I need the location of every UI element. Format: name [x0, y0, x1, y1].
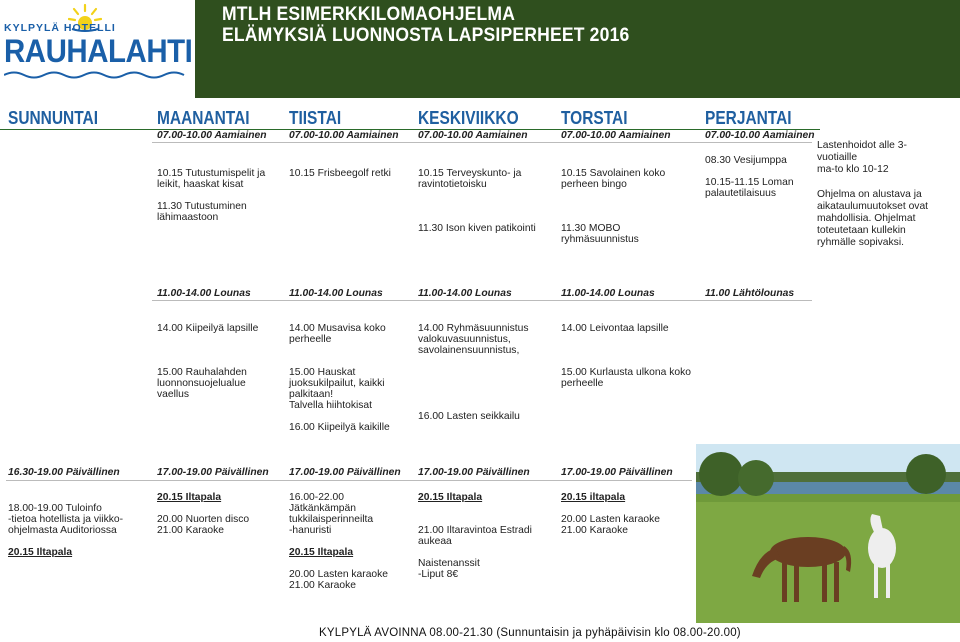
breakfast-tuesday: 07.00-10.00 Aamiainen: [289, 130, 399, 141]
horses-lake-photo: [696, 444, 960, 624]
lunch-rule: [152, 300, 812, 301]
logo-top-text: KYLPYLÄ HOTELLI: [4, 22, 116, 34]
day-sunday: SUNNUNTAI: [8, 108, 99, 128]
breakfast-rule: [152, 142, 812, 143]
day-thursday: TORSTAI: [561, 108, 628, 128]
hotel-logo: [0, 0, 195, 98]
program-note: Lastenhoidot alle 3- vuotiaille ma-to klo 10-12 Ohjelma on alustava ja aikataulumuutokset ovat mahdollisia. Ohjelmat toteutetaan kullekin ryhmälle sopivaksi.: [817, 140, 929, 248]
waves-icon: [4, 70, 192, 80]
lunch-thursday: 11.00-14.00 Lounas: [561, 288, 655, 299]
title-line-1: MTLH ESIMERKKILOMAOHJELMA: [222, 3, 516, 25]
lunch-friday: 11.00 Lähtölounas: [705, 288, 795, 299]
breakfast-wednesday: 07.00-10.00 Aamiainen: [418, 130, 528, 141]
day-headers: [0, 108, 960, 130]
breakfast-thursday: 07.00-10.00 Aamiainen: [561, 130, 671, 141]
dinner-wednesday: 17.00-19.00 Päivällinen: [418, 467, 530, 478]
title-line-2: ELÄMYKSIÄ LUONNOSTA LAPSIPERHEET 2016: [222, 24, 630, 46]
dinner-thursday: 17.00-19.00 Päivällinen: [561, 467, 673, 478]
day-monday: MAANANTAI: [157, 108, 250, 128]
footer-text: KYLPYLÄ AVOINNA 08.00-21.30 (Sunnuntaisin ja pyhäpäivisin klo 08.00-20.00): [319, 627, 741, 639]
logo-main-text: RAUHALAHTI: [4, 33, 193, 69]
day-wednesday: KESKIVIIKKO: [418, 108, 519, 128]
breakfast-monday: 07.00-10.00 Aamiainen: [157, 130, 267, 141]
dinner-monday: 17.00-19.00 Päivällinen: [157, 467, 269, 478]
day-tuesday: TIISTAI: [289, 108, 342, 128]
dinner-rule: [6, 480, 692, 481]
lunch-wednesday: 11.00-14.00 Lounas: [418, 288, 512, 299]
day-friday: PERJANTAI: [705, 108, 792, 128]
dinner-tuesday: 17.00-19.00 Päivällinen: [289, 467, 401, 478]
header-banner: [0, 0, 960, 98]
header-rule: [0, 129, 820, 130]
program-page: KYLPYLÄ HOTELLI RAUHALAHTI MTLH ESIMERKKILOMAOHJELMA ELÄMYKSIÄ LUONNOSTA LAPSIPERHEET 2016 SUNNUNTAI MAANANTAI TIISTAI KESKIVIIKKO TORSTAI PERJANTAI 07.00-10.00 Aamiainen 07.00-10.00 Aamiainen 07.00-10.00 Aamiainen 07.00-10.00 Aamiainen 07.00-10.00 Aamiainen 10.15 Tutustumispelit ja leikit, haaskat kisat 11.30 Tutustuminen lähimaastoon 10.15 Frisbeegolf retki 10.15 Terveyskunto- ja ravintotietoisku 11.30 Ison kiven patikointi 10.15 Savolainen koko perheen bingo 11.30 MOBO ryhmäsuunnistus 08.30 Vesijumppa 10.15-11.15 Loman palautetilaisuus 11.00-14.00 Lounas 11.00-14.00 Lounas 11.00-14.00 Lounas 11.00-14.00 Lounas 11.00 Lähtölounas 14.00 Kiipeilyä lapsille 15.00 Rauhalahden luonnonsuojelualue vaellus 14.00 Musavisa koko perheelle 15.00 Hauskat juoksukilpailut, kaikki palkitaan! Talvella hiihtokisat 16.00 Kiipeilyä kaikille 14.00 Ryhmäsuunnistus valokuvasuunnistus, savolainensuunnistus, 16.00 Lasten seikkailu 14.00 Leivontaa lapsille 15.00 Kurlausta ulkona koko perheelle 16.30-19.00 Päivällinen 17.00-19.00 Päivällinen 17.00-19.00 Päivällinen 17.00-19.00 Päivällinen 17.00-19.00 Päivällinen 18.00-19.00 Tuloinfo -tietoa hotellista ja viikko- ohjelmasta Auditoriossa 20.15 Iltapala 20.15 Iltapala 20.00 Nuorten disco 21.00 Karaoke 16.00-22.00 Jätkänkämpän tukkilaisperinneilta -hanuristi 20.15 Iltapala 20.00 Lasten karaoke 21.00 Karaoke 20.15 Iltapala 21.00 Iltaravintoa Estradi aukeaa Naistenanssit -Liput 8€ 20.15 iltapala 20.00 Lasten karaoke 21.00 Karaoke Lastenhoidot alle 3- vuotiaille ma-to klo 10-12 Ohjelma on alustava ja aikataulumuutokset ovat mahdollisia. Ohjelmat toteutetaan kullekin ryhmälle sopivaksi. KYLPYLÄ AVOINNA 08.00-21.30 (Sunnuntaisin ja pyhäpäivisin klo 08.00-20.00): [0, 0, 960, 642]
lunch-tuesday: 11.00-14.00 Lounas: [289, 288, 383, 299]
dinner-sunday: 16.30-19.00 Päivällinen: [8, 467, 120, 478]
lunch-monday: 11.00-14.00 Lounas: [157, 288, 251, 299]
breakfast-friday: 07.00-10.00 Aamiainen: [705, 130, 815, 141]
